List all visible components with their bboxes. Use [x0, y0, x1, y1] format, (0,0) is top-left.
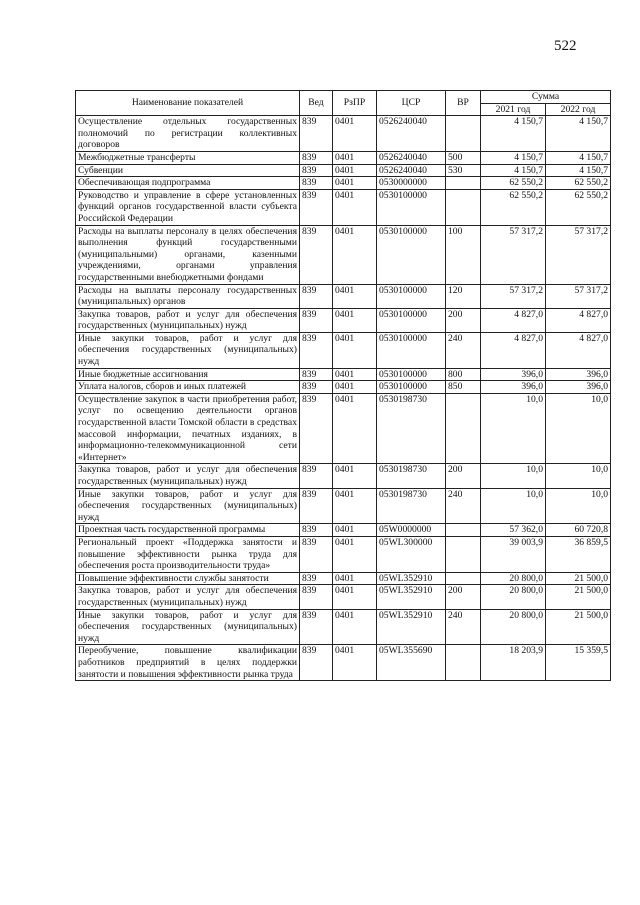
row-rzpr: 0401: [333, 164, 377, 177]
row-vr: 200: [446, 464, 481, 488]
row-amount-2022: 4 827,0: [546, 332, 611, 368]
table-row: [76, 524, 611, 537]
row-csr: 05W0000000: [377, 524, 446, 537]
table-row: [76, 151, 611, 164]
row-vr: [446, 524, 481, 537]
row-rzpr: 0401: [333, 488, 377, 524]
row-csr: 0530100000: [377, 308, 446, 332]
row-amount-2022: 60 720,8: [546, 524, 611, 537]
row-name: Закупка товаров, работ и услуг для обеспечения государственных (муниципальных) нужд: [76, 585, 300, 609]
row-rzpr: 0401: [333, 645, 377, 681]
row-ved: 839: [300, 308, 333, 332]
row-rzpr: 0401: [333, 189, 377, 225]
row-csr: 0530198730: [377, 488, 446, 524]
row-amount-2021: 20 800,0: [481, 609, 546, 645]
row-amount-2021: 10,0: [481, 488, 546, 524]
header-csr: ЦСР: [377, 91, 446, 116]
row-amount-2021: 396,0: [481, 368, 546, 381]
row-name: Межбюджетные трансферты: [76, 151, 300, 164]
table-row: [76, 189, 611, 225]
row-csr: 05WL352910: [377, 572, 446, 585]
row-ved: 839: [300, 381, 333, 394]
row-ved: 839: [300, 488, 333, 524]
row-ved: 839: [300, 189, 333, 225]
row-amount-2021: 10,0: [481, 464, 546, 488]
row-name: Региональный проект «Поддержка занятости и повышение эффективности рынка труда для обеспечения роста производительности труда»: [76, 536, 300, 572]
row-csr: 05WL352910: [377, 609, 446, 645]
row-amount-2022: 4 150,7: [546, 164, 611, 177]
header-sum: Сумма: [481, 91, 611, 104]
row-csr: 0526240040: [377, 151, 446, 164]
row-name: Руководство и управление в сфере установленных функций органов государственной власти субъекта Российской Федерации: [76, 189, 300, 225]
row-name: Расходы на выплаты персоналу государственных (муниципальных) органов: [76, 284, 300, 308]
table-header: [76, 91, 611, 116]
row-amount-2021: 39 003,9: [481, 536, 546, 572]
row-vr: 850: [446, 381, 481, 394]
row-ved: 839: [300, 164, 333, 177]
row-rzpr: 0401: [333, 308, 377, 332]
row-amount-2022: 10,0: [546, 464, 611, 488]
row-csr: 05WL355690: [377, 645, 446, 681]
row-rzpr: 0401: [333, 284, 377, 308]
row-amount-2021: 20 800,0: [481, 585, 546, 609]
row-amount-2021: 20 800,0: [481, 572, 546, 585]
row-amount-2021: 62 550,2: [481, 177, 546, 190]
row-rzpr: 0401: [333, 177, 377, 190]
row-rzpr: 0401: [333, 585, 377, 609]
row-csr: 0530100000: [377, 284, 446, 308]
row-amount-2021: 18 203,9: [481, 645, 546, 681]
row-vr: 100: [446, 225, 481, 284]
row-amount-2022: 21 500,0: [546, 585, 611, 609]
row-amount-2022: 10,0: [546, 393, 611, 464]
row-vr: 200: [446, 585, 481, 609]
row-vr: 240: [446, 488, 481, 524]
header-year-2022: 2022 год: [546, 103, 611, 116]
row-amount-2022: 10,0: [546, 488, 611, 524]
row-name: Иные закупки товаров, работ и услуг для обеспечения государственных (муниципальных) нужд: [76, 609, 300, 645]
row-amount-2022: 4 150,7: [546, 151, 611, 164]
row-amount-2022: 15 359,5: [546, 645, 611, 681]
row-amount-2022: 62 550,2: [546, 189, 611, 225]
row-ved: 839: [300, 464, 333, 488]
table-row: [76, 164, 611, 177]
row-csr: 0530100000: [377, 368, 446, 381]
row-csr: 0526240040: [377, 116, 446, 152]
row-rzpr: 0401: [333, 572, 377, 585]
row-vr: [446, 393, 481, 464]
table-row: [76, 368, 611, 381]
row-csr: 0526240040: [377, 164, 446, 177]
row-vr: 240: [446, 332, 481, 368]
row-amount-2022: 4 827,0: [546, 308, 611, 332]
row-rzpr: 0401: [333, 609, 377, 645]
table-row: [76, 572, 611, 585]
row-amount-2022: 57 317,2: [546, 284, 611, 308]
row-rzpr: 0401: [333, 116, 377, 152]
row-vr: [446, 189, 481, 225]
table-row: [76, 393, 611, 464]
row-vr: [446, 177, 481, 190]
table-body: [76, 116, 611, 681]
row-vr: [446, 645, 481, 681]
row-vr: 120: [446, 284, 481, 308]
table-row: [76, 116, 611, 152]
row-amount-2022: 396,0: [546, 381, 611, 394]
row-ved: 839: [300, 572, 333, 585]
row-name: Расходы на выплаты персоналу в целях обеспечения выполнения функций государственными (муниципальными) органами, казенными учреждениями, органами управления государственными внебюджетными фондами: [76, 225, 300, 284]
row-amount-2021: 4 150,7: [481, 151, 546, 164]
row-amount-2022: 396,0: [546, 368, 611, 381]
row-name: Субвенции: [76, 164, 300, 177]
row-rzpr: 0401: [333, 225, 377, 284]
row-csr: 0530198730: [377, 464, 446, 488]
row-name: Осуществление отдельных государственных полномочий по регистрации коллективных договоров: [76, 116, 300, 152]
row-ved: 839: [300, 151, 333, 164]
page-number: 522: [554, 38, 577, 54]
row-name: Обеспечивающая подпрограмма: [76, 177, 300, 190]
row-amount-2022: 62 550,2: [546, 177, 611, 190]
table-row: [76, 645, 611, 681]
row-csr: 05WL352910: [377, 585, 446, 609]
row-name: Иные бюджетные ассигнования: [76, 368, 300, 381]
row-rzpr: 0401: [333, 524, 377, 537]
row-name: Иные закупки товаров, работ и услуг для обеспечения государственных (муниципальных) нужд: [76, 332, 300, 368]
row-vr: 530: [446, 164, 481, 177]
row-rzpr: 0401: [333, 464, 377, 488]
row-amount-2021: 4 827,0: [481, 308, 546, 332]
row-name: Закупка товаров, работ и услуг для обеспечения государственных (муниципальных) нужд: [76, 308, 300, 332]
row-csr: 05WL300000: [377, 536, 446, 572]
row-amount-2021: 4 827,0: [481, 332, 546, 368]
table-row: [76, 308, 611, 332]
row-csr: 0530198730: [377, 393, 446, 464]
row-rzpr: 0401: [333, 332, 377, 368]
row-rzpr: 0401: [333, 368, 377, 381]
row-csr: 0530000000: [377, 177, 446, 190]
header-name: Наименование показателей: [76, 91, 300, 116]
row-name: Уплата налогов, сборов и иных платежей: [76, 381, 300, 394]
table-row: [76, 488, 611, 524]
header-rzpr: РзПР: [333, 91, 377, 116]
table-row: [76, 536, 611, 572]
row-csr: 0530100000: [377, 381, 446, 394]
row-amount-2022: 21 500,0: [546, 609, 611, 645]
table-row: [76, 609, 611, 645]
row-vr: 500: [446, 151, 481, 164]
table-row: [76, 177, 611, 190]
row-name: Закупка товаров, работ и услуг для обеспечения государственных (муниципальных) нужд: [76, 464, 300, 488]
row-ved: 839: [300, 609, 333, 645]
header-year-2021: 2021 год: [481, 103, 546, 116]
row-vr: 240: [446, 609, 481, 645]
row-ved: 839: [300, 332, 333, 368]
row-amount-2022: 36 859,5: [546, 536, 611, 572]
header-ved: Вед: [300, 91, 333, 116]
row-amount-2021: 4 150,7: [481, 164, 546, 177]
table-row: [76, 585, 611, 609]
table-row: [76, 332, 611, 368]
row-ved: 839: [300, 368, 333, 381]
budget-table: [75, 90, 611, 681]
row-name: Переобучение, повышение квалификации работников предприятий в целях поддержки занятости и повышения эффективности рынка труда: [76, 645, 300, 681]
row-csr: 0530100000: [377, 189, 446, 225]
row-amount-2022: 4 150,7: [546, 116, 611, 152]
row-vr: [446, 572, 481, 585]
row-amount-2021: 57 317,2: [481, 225, 546, 284]
row-name: Повышение эффективности службы занятости: [76, 572, 300, 585]
row-rzpr: 0401: [333, 393, 377, 464]
row-amount-2021: 57 317,2: [481, 284, 546, 308]
row-vr: 800: [446, 368, 481, 381]
row-rzpr: 0401: [333, 536, 377, 572]
row-vr: [446, 536, 481, 572]
row-name: Осуществление закупок в части приобретения работ, услуг по освещению деятельности органов государственной власти Томской области в средствах массовой информации, печатных изданиях, в информационно-телекоммуникационной сети «Интернет»: [76, 393, 300, 464]
table-row: [76, 225, 611, 284]
row-ved: 839: [300, 645, 333, 681]
table-row: [76, 284, 611, 308]
row-ved: 839: [300, 284, 333, 308]
row-ved: 839: [300, 585, 333, 609]
row-amount-2021: 4 150,7: [481, 116, 546, 152]
row-ved: 839: [300, 116, 333, 152]
row-csr: 0530100000: [377, 225, 446, 284]
row-name: Проектная часть государственной программы: [76, 524, 300, 537]
row-amount-2022: 57 317,2: [546, 225, 611, 284]
row-ved: 839: [300, 177, 333, 190]
row-ved: 839: [300, 524, 333, 537]
table-row: [76, 381, 611, 394]
row-rzpr: 0401: [333, 151, 377, 164]
row-csr: 0530100000: [377, 332, 446, 368]
row-amount-2021: 396,0: [481, 381, 546, 394]
row-ved: 839: [300, 225, 333, 284]
table-row: [76, 464, 611, 488]
row-amount-2021: 10,0: [481, 393, 546, 464]
row-vr: 200: [446, 308, 481, 332]
row-rzpr: 0401: [333, 381, 377, 394]
row-amount-2022: 21 500,0: [546, 572, 611, 585]
row-vr: [446, 116, 481, 152]
row-ved: 839: [300, 393, 333, 464]
row-name: Иные закупки товаров, работ и услуг для обеспечения государственных (муниципальных) нужд: [76, 488, 300, 524]
row-amount-2021: 57 362,0: [481, 524, 546, 537]
row-ved: 839: [300, 536, 333, 572]
header-vr: ВР: [446, 91, 481, 116]
row-amount-2021: 62 550,2: [481, 189, 546, 225]
